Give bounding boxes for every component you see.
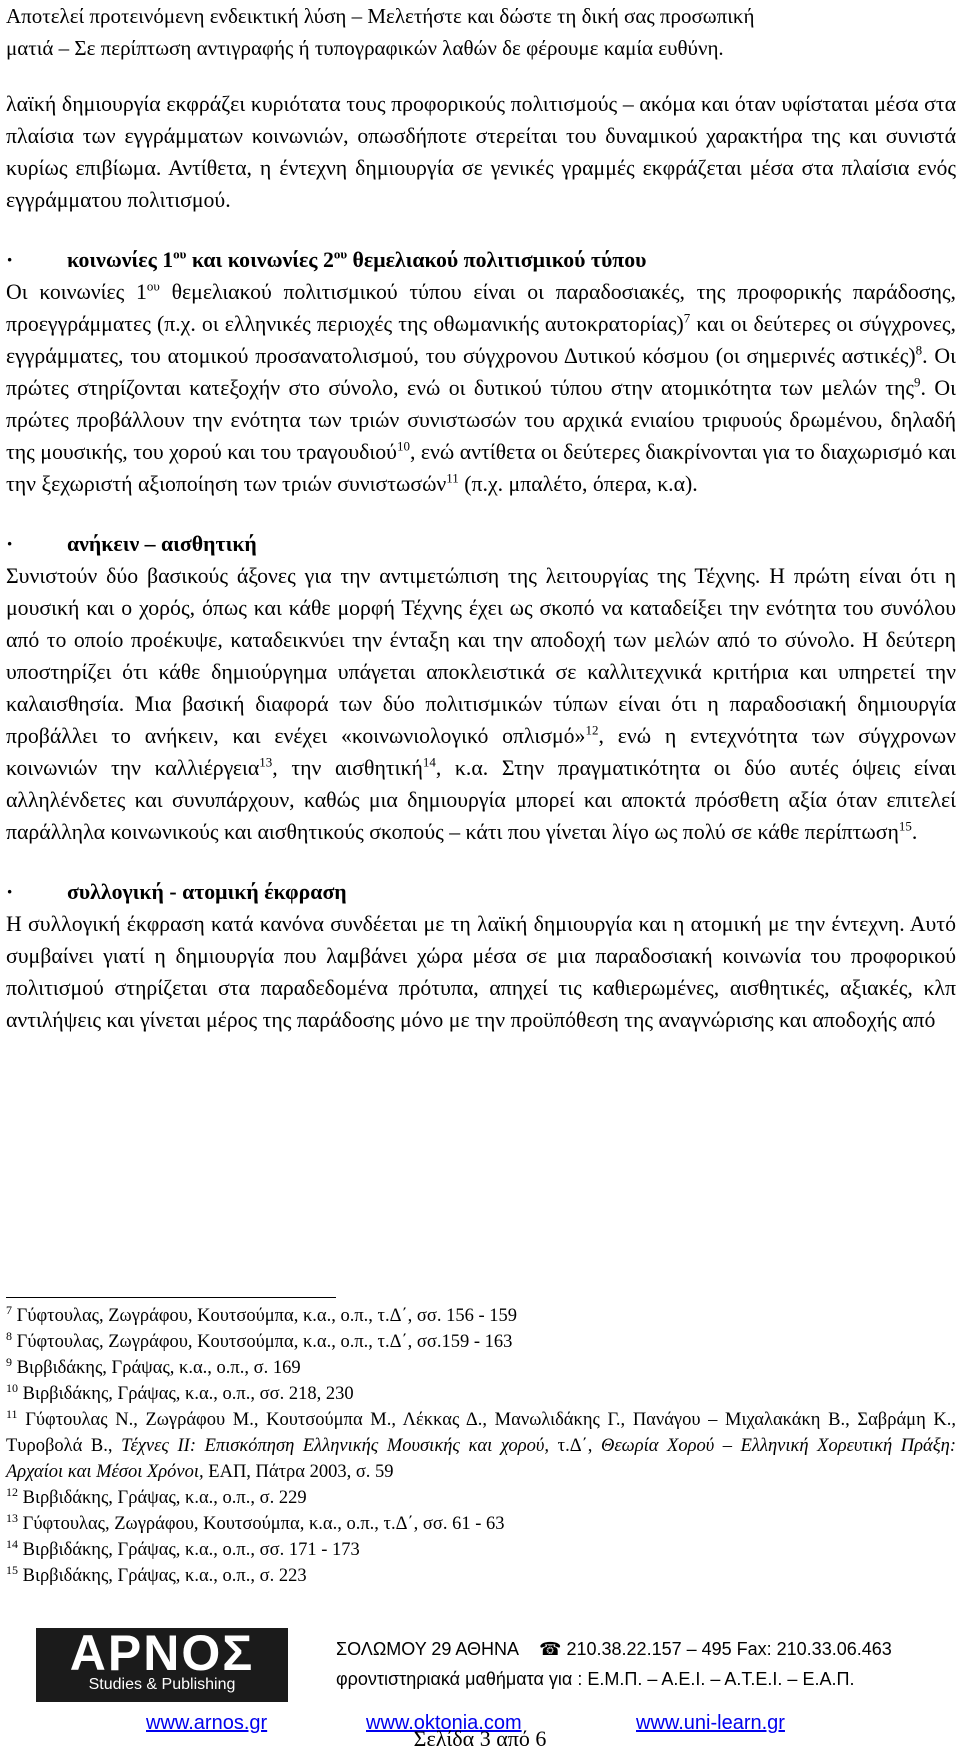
footnote-ref-11: 11	[446, 470, 459, 486]
societies-paragraph: Οι κοινωνίες $1^{o\upsilon}$ θεμελιακού πολιτισμικού τύπου είναι οι παραδοσιακές, της προφορικής παράδοσης, προεγγράμματες (π.χ. οι ελληνικές περιοχές της οθωμανικής αυτοκρατορίας)$^7$ και οι δεύτερες οι σύγχρονες, εγγράμματες, του ατομικού προσανατολισμού, του σύγχρονου Δυτικού κόσμου (οι σημερινές αστικές)$^8$. Οι πρώτες στηρίζονται κατεξοχήν στο σύνολο, ενώ οι δυτικού τύπου στην ατομικότητα των μελών της$^9$. Οι πρώτες προβάλλουν την ενότητα των τριών συνιστωσών του αρχικά ενιαίου τριφυούς δρωμένου, δηλαδή της μουσικής, του χορού και του τραγουδιού$^{10}$, ενώ αντίθετα οι δεύτερες διακρίνονται για το διαχωρισμό και την ξεχωριστή αξιοποίηση των τριών συνιστωσών$^{11}$ (π.χ. μπαλέτο, όπερα, κ.α).	[6, 278, 956, 496]
section-heading-societies: · κοινωνίες $1^{o\upsilon}$ και κοινωνίες $2^{o\upsilon}$ θεμελιακού πολιτισμικού τύπου	[6, 244, 956, 276]
expression-paragraph: Η συλλογική έκφραση κατά κανόνα συνδέεται με τη λαϊκή δημιουργία και η ατομική με την έντεχνη. Αυτό συμβαίνει γιατί η δημιουργία που λαμβάνει χώρα μέσα σε μια παραδοσιακή κοινωνία του προφορικού πολιτισμού στηρίζεται στα παραδεδομένα πρότυπα, απηχεί τις καθιερωμένες, αισθητικές, αξιακές, κλπ αντιλήψεις και γίνεται μέρος της παράδοσης μόνο με την προϋπόθεση της αναγνώρισης και αποδοχής από	[6, 912, 956, 1032]
tagline: φροντιστηριακά μαθήματα για : Ε.Μ.Π. – Α.Ε.Ι. – Α.Τ.Ε.Ι. – Ε.Α.Π.	[336, 1669, 855, 1689]
address: ΣΟΛΩΜΟΥ 29 ΑΘΗΝΑ	[336, 1639, 520, 1659]
link-oktonia[interactable]: www.oktonia.com	[366, 1712, 522, 1734]
footnote-ref-13: 13	[259, 754, 273, 770]
contact-info	[336, 1634, 936, 1694]
logo-subtitle: Studies & Publishing	[88, 1676, 236, 1693]
bullet-icon: ·	[6, 880, 14, 904]
footnote-ref-15: 15	[898, 818, 912, 834]
footnote-15: $^{15}$ Βιρβιδάκης, Γράψας, κ.α., ο.π., σ. 223	[6, 1562, 307, 1586]
footnote-ref-14: 14	[422, 754, 436, 770]
section-heading-expression: · συλλογική - ατομική έκφραση	[6, 876, 956, 908]
footnote-ref-9: 9	[914, 374, 921, 390]
footnotes	[6, 1303, 956, 1589]
arnos-logo	[36, 1625, 288, 1702]
link-arnos[interactable]: www.arnos.gr	[146, 1712, 268, 1734]
footnote-10: $^{10}$ Βιρβιδάκης, Γράψας, κ.α., ο.π., σσ. 218, 230	[6, 1380, 354, 1404]
page-number: Σελίδα 3 από 6	[413, 1726, 547, 1751]
intro-paragraph: λαϊκή δημιουργία εκφράζει κυριότατα τους προφορικούς πολιτισμούς – ακόμα και όταν υφίσταται μέσα στα πλαίσια των εγγράμματων κοινωνιών, οπωσδήποτε στερείται του δυναμικού χαρακτήρα της και συνιστά κυρίως επιβίωμα. Αντίθετα, η έντεχνη δημιουργία σε γενικές γραμμές εκφράζεται μέσα στα πλαίσια ενός εγγράμματου πολιτισμού.	[6, 92, 956, 212]
footnote-separator	[6, 1297, 336, 1298]
document-body	[6, 88, 956, 1036]
footnote-ref-12: 12	[585, 722, 599, 738]
footnote-9: $^9$ Βιρβιδάκης, Γράψας, κ.α., ο.π., σ. 169	[6, 1354, 301, 1378]
section-heading-belonging: · ανήκειν – αισθητική	[6, 528, 956, 560]
footnote-ref-8: 8	[915, 342, 923, 358]
bullet-icon: ·	[6, 532, 14, 556]
phone-fax: 210.38.22.157 – 495 Fax: 210.33.06.463	[561, 1639, 892, 1659]
footnote-11: $^{11}$ Γύφτουλας Ν., Ζωγράφου Μ., Κουτσούμπα Μ., Λέκκας Δ., Μανωλιδάκης Γ., Πανάγου – Μιχαλακάκη Β., Σαβράμη Κ., Τυροβολά Β., Τέχνες ΙΙ: Επισκόπηση Ελληνικής Μουσικής και χορού, τ.Δ΄, Θεωρία Χορού – Ελληνική Χορευτική Πράξη: Αρχαίοι και Μέσοι Χρόνοι, ΕΑΠ, Πάτρα 2003, σ. 59	[6, 1406, 957, 1482]
footnote-13: $^{13}$ Γύφτουλας, Ζωγράφου, Κουτσούμπα, κ.α., ο.π., τ.Δ΄, σσ. 61 - 63	[6, 1510, 505, 1534]
disclaimer-line-2: ματιά – Σε περίπτωση αντιγραφής ή τυπογραφικών λαθών δε φέρουμε καμία ευθύνη.	[6, 36, 724, 60]
footnote-8: $^8$ Γύφτουλας, Ζωγράφου, Κουτσούμπα, κ.α., ο.π., τ.Δ΄, σσ.159 - 163	[6, 1328, 513, 1352]
phone-icon: ☎	[539, 1639, 562, 1659]
bullet-icon: ·	[6, 248, 14, 272]
logo-wordmark: ΑΡΝΟΣ	[69, 1625, 255, 1681]
footnote-14: $^{14}$ Βιρβιδάκης, Γράψας, κ.α., ο.π., σσ. 171 - 173	[6, 1536, 360, 1560]
belonging-paragraph: Συνιστούν δύο βασικούς άξονες για την αντιμετώπιση της λειτουργίας της Τέχνης. Η πρώτη είναι ότι η μουσική και ο χορός, όπως και κάθε μορφή Τέχνης έχει ως σκοπό να καταδείξει την ενότητα του συνόλου από το οποίο προέκυψε, καταδεικνύει την ένταξη και την αποδοχή των μελών από το σύνολο. Η δεύτερη υποστηρίζει ότι κάθε δημιούργημα υπάγεται αποκλειστικά σε καλλιτεχνικά κριτήρια και υπηρετεί την καλαισθησία. Μια βασική διαφορά των δύο πολιτισμικών τύπων είναι ότι η παραδοσιακή δημιουργία προβάλλει το ανήκειν, και ενέχει «κοινωνιολογικό οπλισμό»$^{12}$, ενώ η εντεχνότητα των σύγχρονων κοινωνιών την καλλιέργεια$^{13}$, την αισθητική$^{14}$, κ.α. Στην πραγματικότητα οι δύο αυτές όψεις είναι αλληλένδετες και συνυπάρχουν, καθώς μια δημιουργία μπορεί και αποκτά πρόσθετη αξία όταν επιτελεί παράλληλα κοινωνικούς και αισθητικούς σκοπούς – κάτι που γίνεται λίγο ως πολύ σε κάθε περίπτωση$^{15}$.	[6, 564, 956, 844]
link-uni-learn[interactable]: www.uni-learn.gr	[636, 1712, 785, 1734]
footnote-ref-7: 7	[683, 310, 691, 326]
disclaimer-header	[6, 0, 946, 64]
disclaimer-line-1: Αποτελεί προτεινόμενη ενδεικτική λύση – Μελετήστε και δώστε τη δική σας προσωπική	[6, 4, 755, 28]
footnote-12: $^{12}$ Βιρβιδάκης, Γράψας, κ.α., ο.π., σ. 229	[6, 1484, 307, 1508]
footnote-7: $^7$ Γύφτουλας, Ζωγράφου, Κουτσούμπα, κ.α., ο.π., τ.Δ΄, σσ. 156 - 159	[6, 1302, 518, 1326]
footnote-ref-10: 10	[396, 438, 410, 454]
